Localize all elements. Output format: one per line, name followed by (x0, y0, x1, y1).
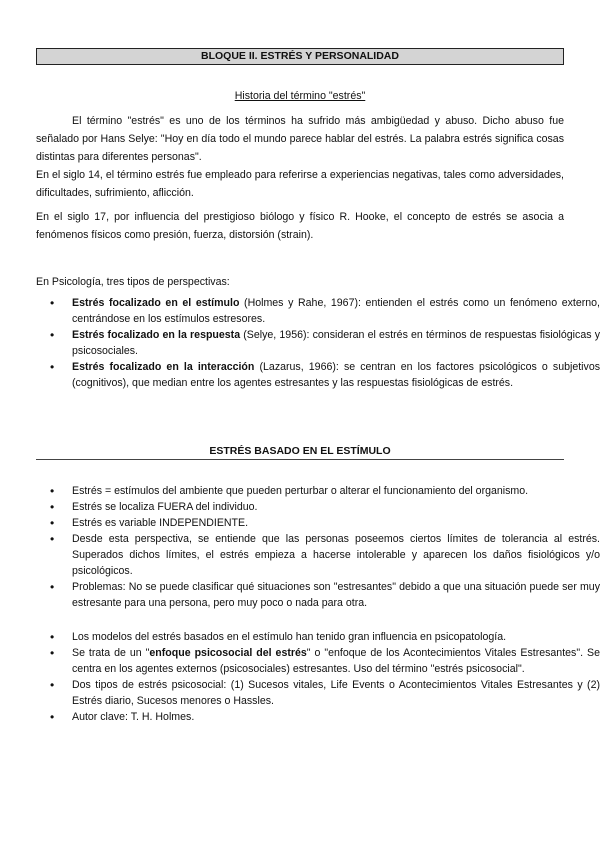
paragraph-intro: El término "estrés" es uno de los términos ha sufrido más ambigüedad y abuso. Dicho abuso fue señalado por Hans Selye: "Hoy en día todo el mundo parece hablar del estrés. La palabra estrés significa cosas distintas para diferentes personas". (36, 115, 564, 163)
perspective-text: (Lazarus, 1966): se centran en los factores psicológicos o subjetivos (cognitivos), que median entre los agentes estresantes y las respuestas fisiológicas de estrés. (72, 361, 600, 389)
model-text-bold: enfoque psicosocial del estrés (149, 647, 307, 659)
list-item: • Estrés = estímulos del ambiente que pueden perturbar o alterar el funcionamiento del organismo. (72, 483, 600, 499)
paragraph-siglo-17: En el siglo 17, por influencia del prestigioso biólogo y físico R. Hooke, el concepto de estrés se asocia a fenómenos físicos como presión, fuerza, distorsión (strain). (36, 211, 564, 241)
list-item: • Los modelos del estrés basados en el estímulo han tenido gran influencia en psicopatología. (72, 629, 600, 645)
model-text-post: " o "enfoque de los Acontecimientos Vitales Estresantes". Se centra en los agentes externos (psicosociales) estresantes. Uso del término "estrés psicosocial". (72, 647, 600, 675)
perspective-bold: Estrés focalizado en la respuesta (72, 329, 241, 341)
list-item: • Autor clave: T. H. Holmes. (72, 709, 600, 725)
list-item (72, 295, 600, 327)
list-item: • Estrés se localiza FUERA del individuo. (72, 499, 600, 515)
list-item: • Estrés es variable INDEPENDIENTE. (72, 515, 600, 531)
model-list (36, 629, 600, 725)
history-title (0, 90, 600, 102)
list-item: • Dos tipos de estrés psicosocial: (1) Sucesos vitales, Life Events o Acontecimientos Vitales Estresantes y (2) Estrés diario, Sucesos menores o Hassles. (72, 677, 600, 709)
section-divider (36, 459, 564, 460)
history-title-text: Historia del término "estrés" (234, 90, 366, 102)
block-title: BLOQUE II. ESTRÉS Y PERSONALIDAD (36, 48, 564, 65)
list-item (72, 645, 600, 677)
perspectives-list (36, 295, 600, 391)
list-item (72, 327, 600, 359)
paragraph-siglo-14: En el siglo 14, el término estrés fue empleado para referirse a experiencias negativas, tales como adversidades, dificultades, sufrimiento, aflicción. (36, 169, 564, 199)
model-text-pre: Se trata de un " (72, 647, 150, 659)
list-item (72, 359, 600, 391)
section-title: ESTRÉS BASADO EN EL ESTÍMULO (209, 445, 391, 457)
perspective-bold: Estrés focalizado en la interacción (72, 361, 255, 373)
perspective-bold: Estrés focalizado en el estímulo (72, 297, 240, 309)
list-item: • Problemas: No se puede clasificar qué situaciones son "estresantes" debido a que una situación puede ser muy estresante para una persona, pero muy poco o nada para otra. (72, 579, 600, 611)
perspective-text: (Selye, 1956): consideran el estrés en términos de respuestas fisiológicas y psicosociales. (72, 329, 600, 357)
perspective-text: (Holmes y Rahe, 1967): entienden el estrés como un fenómeno externo, centrándose en los estímulos estresores. (72, 297, 600, 325)
perspectives-intro: En Psicología, tres tipos de perspectivas: (36, 276, 230, 288)
stimulus-list (36, 483, 600, 611)
list-item: • Desde esta perspectiva, se entiende que las personas poseemos ciertos límites de tolerancia al estrés. Superados dichos límites, el estrés empieza a hacerse intolerable y aparecen los daños fisiológicos y/o psicológicos. (72, 531, 600, 579)
